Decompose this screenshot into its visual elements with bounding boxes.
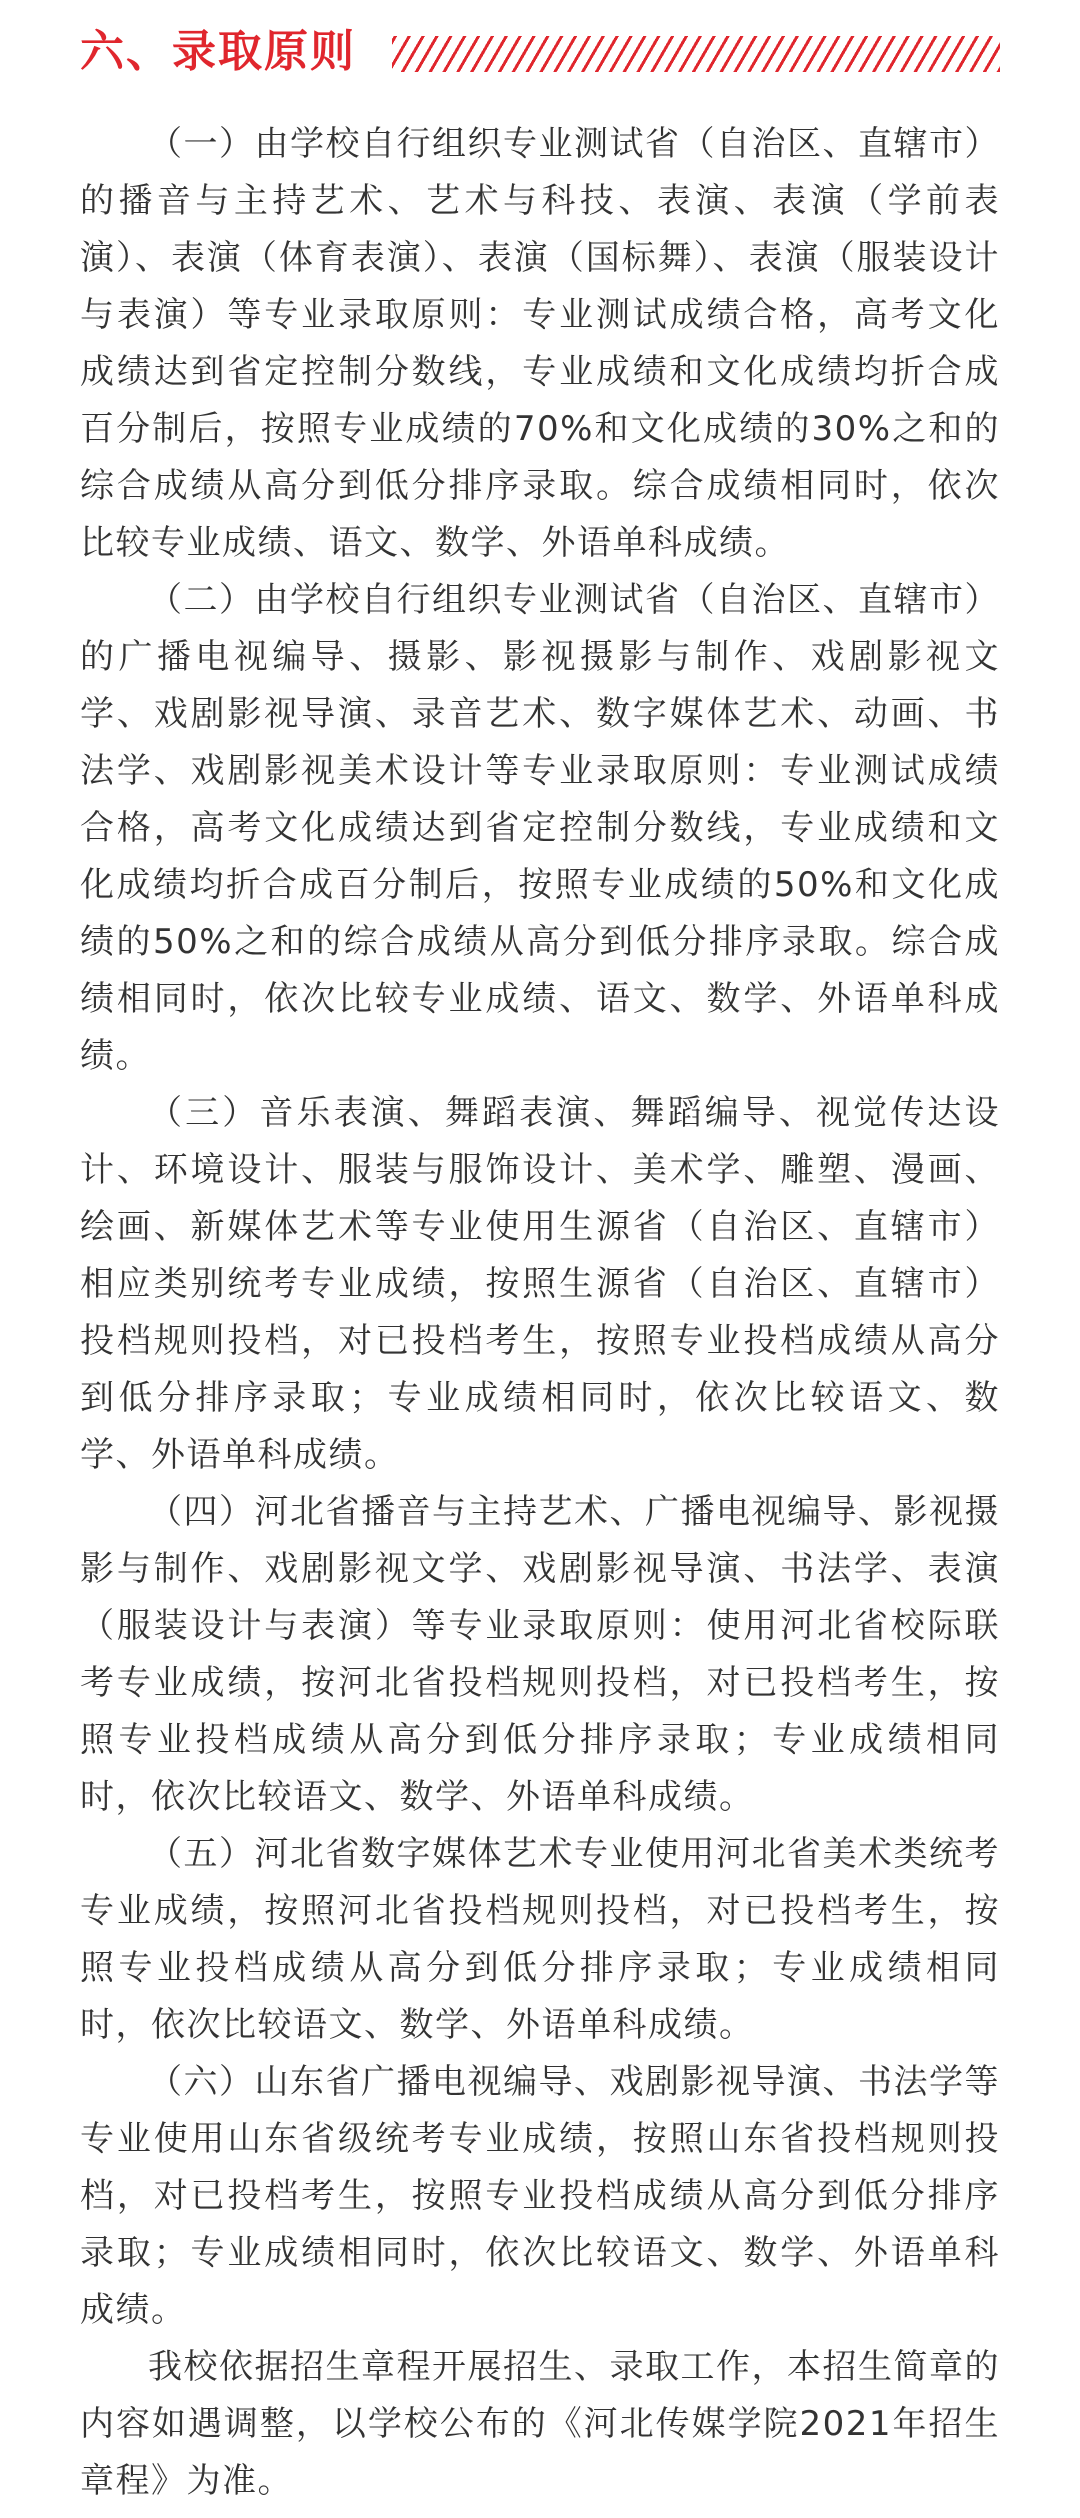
- section-title: 六、录取原则: [80, 26, 356, 77]
- decorative-hatch-stripe: [392, 36, 1000, 72]
- paragraph-rule-2: （二）由学校自行组织专业测试省（自治区、直辖市）的广播电视编导、摄影、影视摄影与制作、戏剧影视文学、戏剧影视导演、录音艺术、数字媒体艺术、动画、书法学、戏剧影视美术设计等专业录取原则：专业测试成绩合格，高考文化成绩达到省定控制分数线，专业成绩和文化成绩均折合成百分制后，按照专业成绩的50%和文化成绩的50%之和的综合成绩从高分到低分排序录取。综合成绩相同时，依次比较专业成绩、语文、数学、外语单科成绩。: [80, 580, 1000, 1076]
- paragraph-closing-note: 我校依据招生章程开展招生、录取工作，本招生简章的内容如遇调整，以学校公布的《河北传媒学院2021年招生章程》为准。: [80, 2347, 1000, 2501]
- paragraph-rule-3: （三）音乐表演、舞蹈表演、舞蹈编导、视觉传达设计、环境设计、服装与服饰设计、美术学、雕塑、漫画、绘画、新媒体艺术等专业使用生源省（自治区、直辖市）相应类别统考专业成绩，按照生源省（自治区、直辖市）投档规则投档，对已投档考生，按照专业投档成绩从高分到低分排序录取；专业成绩相同时，依次比较语文、数学、外语单科成绩。: [80, 1093, 1000, 1475]
- section-header: [80, 18, 1000, 88]
- paragraph-rule-6: （六）山东省广播电视编导、戏剧影视导演、书法学等专业使用山东省级统考专业成绩，按照山东省投档规则投档，对已投档考生，按照专业投档成绩从高分到低分排序录取；专业成绩相同时，依次比较语文、数学、外语单科成绩。: [80, 2062, 1000, 2330]
- article-body: [80, 116, 1000, 2510]
- paragraph-rule-5: （五）河北省数字媒体艺术专业使用河北省美术类统考专业成绩，按照河北省投档规则投档，对已投档考生，按照专业投档成绩从高分到低分排序录取；专业成绩相同时，依次比较语文、数学、外语单科成绩。: [80, 1834, 1000, 2045]
- paragraph-rule-4: （四）河北省播音与主持艺术、广播电视编导、影视摄影与制作、戏剧影视文学、戏剧影视导演、书法学、表演（服装设计与表演）等专业录取原则：使用河北省校际联考专业成绩，按河北省投档规则投档，对已投档考生，按照专业投档成绩从高分到低分排序录取；专业成绩相同时，依次比较语文、数学、外语单科成绩。: [80, 1492, 1000, 1817]
- paragraph-rule-1: （一）由学校自行组织专业测试省（自治区、直辖市）的播音与主持艺术、艺术与科技、表演、表演（学前表演）、表演（体育表演）、表演（国标舞）、表演（服装设计与表演）等专业录取原则：专业测试成绩合格，高考文化成绩达到省定控制分数线，专业成绩和文化成绩均折合成百分制后，按照专业成绩的70%和文化成绩的30%之和的综合成绩从高分到低分排序录取。综合成绩相同时，依次比较专业成绩、语文、数学、外语单科成绩。: [80, 124, 1000, 563]
